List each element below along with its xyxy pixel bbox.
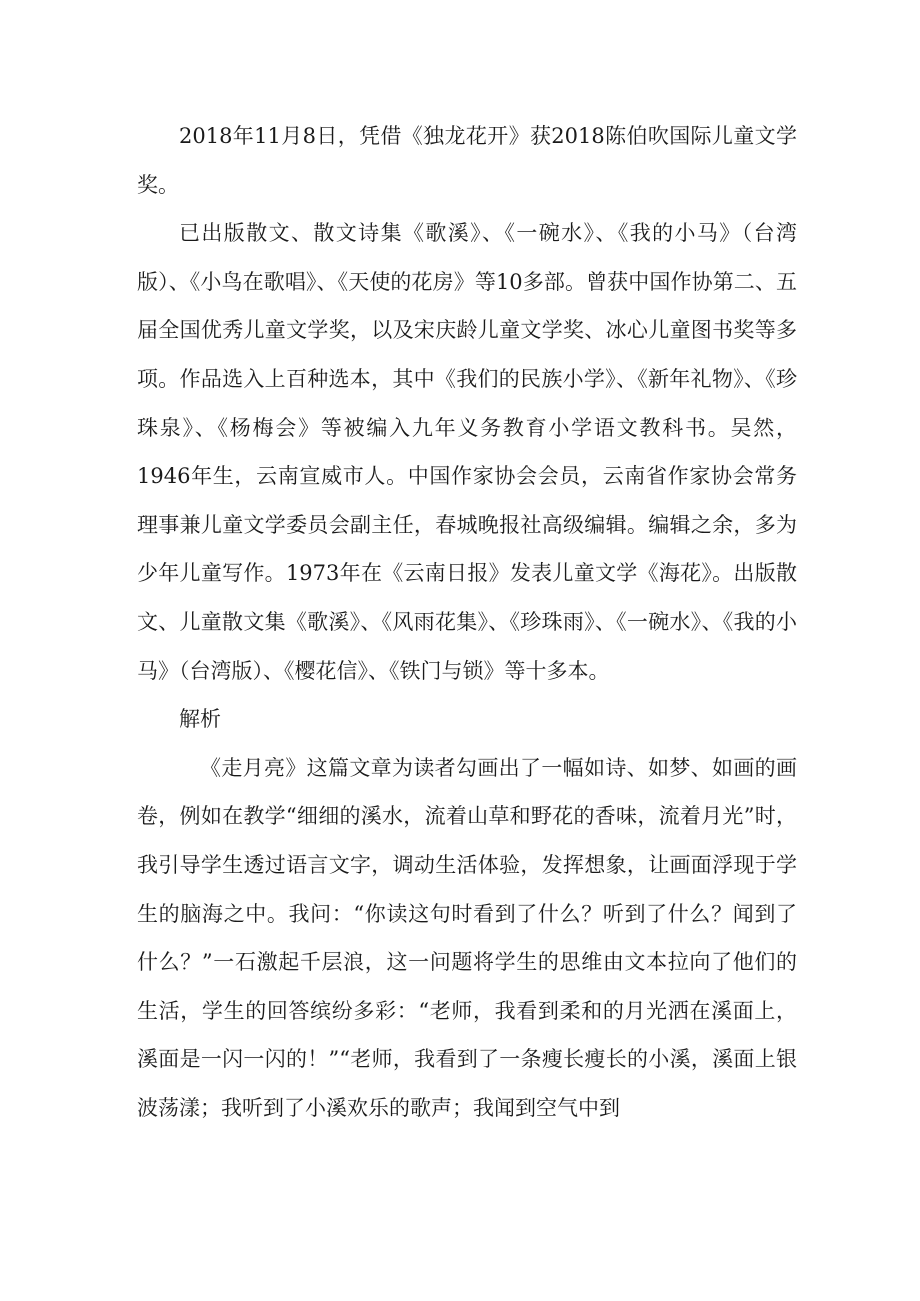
- paragraph-biography: 已出版散文、散文诗集《歌溪》、《一碗水》、《我的小马》（台湾版）、《小鸟在歌唱》、《天使的花房》等10多部。曾获中国作协第二、五届全国优秀儿童文学奖，以及宋庆龄儿童文学奖、冰心儿童图书奖等多项。作品选入上百种选本，其中《我们的民族小学》、《新年礼物》、《珍珠泉》、《杨梅会》等被编入九年义务教育小学语文教科书。吴然，1946年生，云南宣威市人。中国作家协会会员，云南省作家协会常务理事兼儿童文学委员会副主任，春城晚报社高级编辑。编辑之余，多为少年儿童写作。1973年在《云南日报》发表儿童文学《海花》。出版散文、儿童散文集《歌溪》、《风雨花集》、《珍珠雨》、《一碗水》、《我的小马》（台湾版）、《樱花信》、《铁门与锁》等十多本。: [137, 221, 797, 683]
- paragraph-analysis: 《走月亮》这篇文章为读者勾画出了一幅如诗、如梦、如画的画卷，例如在教学“细细的溪水，流着山草和野花的香味，流着月光”时，我引导学生透过语言文字，调动生活体验，发挥想象，让画面浮现于学生的脑海之中。我问：“你读这句时看到了什么？听到了什么？闻到了什么？”一石激起千层浪，这一问题将学生的思维由文本拉向了他们的生活，学生的回答缤纷多彩：“老师，我看到柔和的月光洒在溪面上，溪面是一闪一闪的！”“老师，我看到了一条瘦长瘦长的小溪，溪面上银波荡漾；我听到了小溪欢乐的歌声；我闻到空气中到: [137, 755, 797, 1120]
- paragraph-award: 2018年11月8日，凭借《独龙花开》获2018陈伯吹国际儿童文学奖。: [137, 124, 797, 197]
- document-body: [137, 112, 797, 1132]
- section-heading-analysis: 解析: [179, 707, 221, 732]
